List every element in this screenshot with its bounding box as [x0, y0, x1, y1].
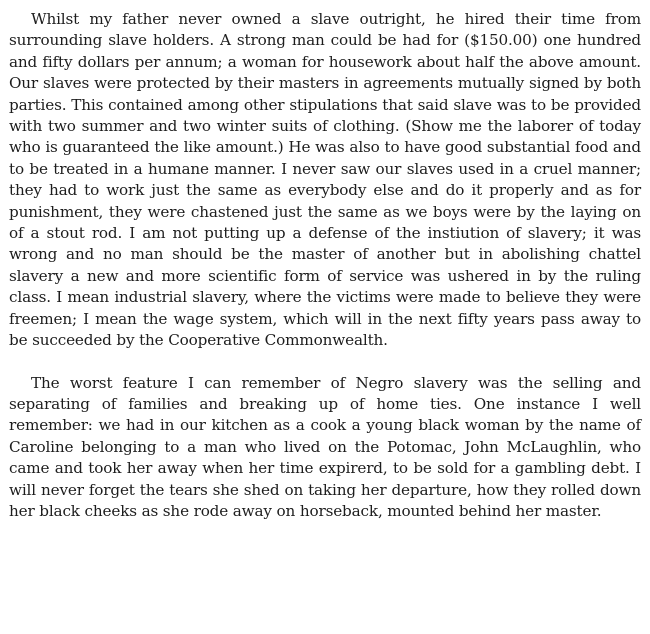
document-page [9, 9, 641, 522]
paragraph-father-hired-slaves: Whilst my father never owned a slave outright, he hired their time from surrounding slave holders. A strong man could be had for ($150.00) one hundred and fifty dollars per annum; a woman for housework about half the above amount. Our slaves were protected by their masters in agreements mutually signed by both parties. This contained among other stipulations that said slave was to be provided with two summer and two winter suits of clothing. (Show me the laborer of today who is guaranteed the like amount.) He was also to have good substantial food and to be treated in a humane manner. I never saw our slaves used in a cruel manner; they had to work just the same as everybody else and do it properly and as for punishment, they were chastened just the same as we boys were by the laying on of a stout rod. I am not putting up a defense of the instiution of slavery; it was wrong and no man should be the master of another but in abolishing chattel slavery a new and more scientific form of service was ushered in by the ruling class. I mean industrial slavery, where the victims were made to believe they were freemen; I mean the wage system, which will in the next fifty years pass away to be succeeded by the Cooperative Commonwealth. [9, 10, 641, 350]
paragraph-separating-families: The worst feature I can remember of Negro slavery was the selling and separating of families and breaking up of home ties. One instance I well remember: we had in our kitchen as a cook a young black woman by the name of Caroline belonging to a man who lived on the Potomac, John McLaughlin, who came and took her away when her time expirerd, to be sold for a gambling debt. I will never forget the tears she shed on taking her departure, how they rolled down her black cheeks as she rode away on horseback, mounted behind her master. [9, 373, 641, 520]
